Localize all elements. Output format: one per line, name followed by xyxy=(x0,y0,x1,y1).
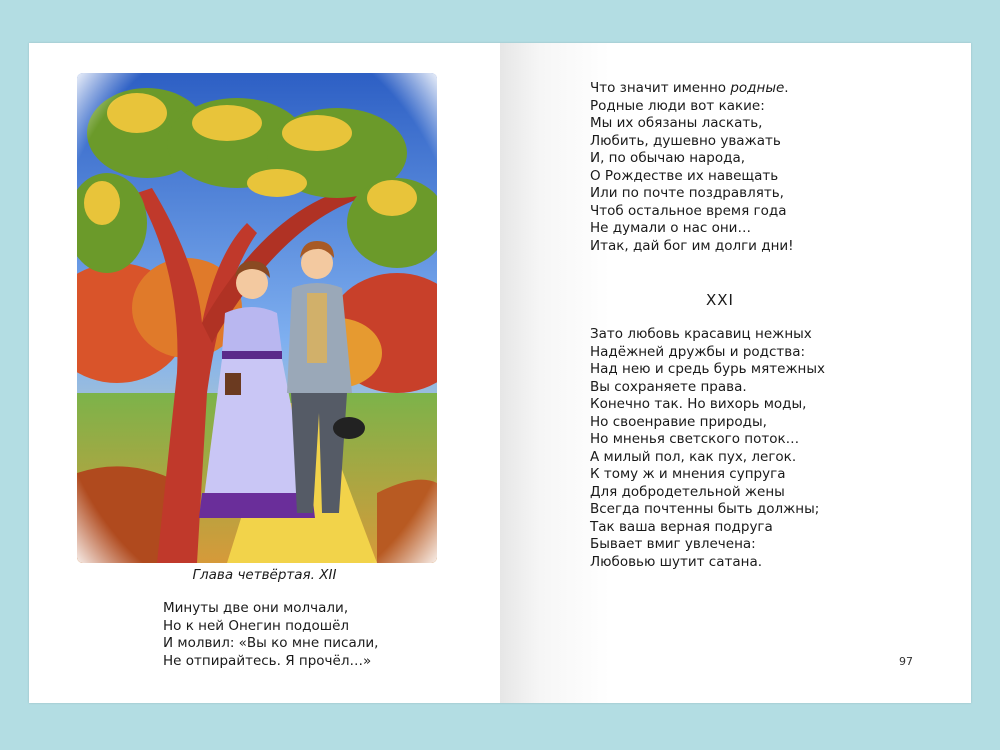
stanza-heading: XXI xyxy=(706,291,734,309)
illustration-caption: Глава четвёртая. XII xyxy=(192,567,337,583)
right-page-verse-bottom xyxy=(590,326,930,571)
verse-line: К тому ж и мнения супруга xyxy=(590,466,786,482)
verse-line: И, по обычаю народа, xyxy=(590,150,746,166)
verse-line: Или по почте поздравлять, xyxy=(590,185,784,201)
page-number: 97 xyxy=(899,655,913,668)
verse-line: Конечно так. Но вихорь моды, xyxy=(590,396,807,412)
verse-line: Так ваша верная подруга xyxy=(590,518,773,535)
verse-line: Вы сохраняете права. xyxy=(590,378,747,395)
verse-line: Что значит именно родные. xyxy=(590,80,789,96)
verse-line: Не отпирайтесь. Я прочёл…» xyxy=(163,652,372,669)
left-page xyxy=(29,43,500,703)
verse-line: Над нею и средь бурь мятежных xyxy=(590,361,826,377)
verse-line: Надёжней дружбы и родства: xyxy=(590,343,806,360)
verse-line: О Рождестве их навещать xyxy=(590,167,779,184)
verse-line: Итак, дай бог им долги дни! xyxy=(590,237,794,254)
verse-line: Чтоб остальное время года xyxy=(590,202,787,219)
verse-line: Всегда почтенны быть должны; xyxy=(590,501,820,517)
verse-line: Минуты две они молчали, xyxy=(163,600,349,616)
verse-line: Но мненья светского поток… xyxy=(590,431,800,447)
verse-line: Любить, душевно уважать xyxy=(590,132,781,149)
verse-line: Мы их обязаны ласкать, xyxy=(590,115,763,131)
left-page-verse xyxy=(163,600,463,670)
verse-line: Любовью шутит сатана. xyxy=(590,553,763,570)
verse-line: И молвил: «Вы ко мне писали, xyxy=(163,635,379,651)
illustration-couple-under-tree xyxy=(77,73,437,563)
verse-line: Родные люди вот какие: xyxy=(590,97,765,114)
right-page xyxy=(500,43,971,703)
verse-line: Но к ней Онегин подошёл xyxy=(163,617,350,634)
verse-line: А милый пол, как пух, легок. xyxy=(590,448,797,465)
verse-line: Зато любовь красавиц нежных xyxy=(590,326,812,342)
verse-line: Для добродетельной жены xyxy=(590,483,785,500)
right-page-verse-top xyxy=(590,80,930,255)
verse-line: Не думали о нас они… xyxy=(590,220,751,236)
verse-line: Бывает вмиг увлечена: xyxy=(590,536,756,552)
verse-line: Но своенравие природы, xyxy=(590,413,767,430)
book-spread xyxy=(29,43,971,703)
